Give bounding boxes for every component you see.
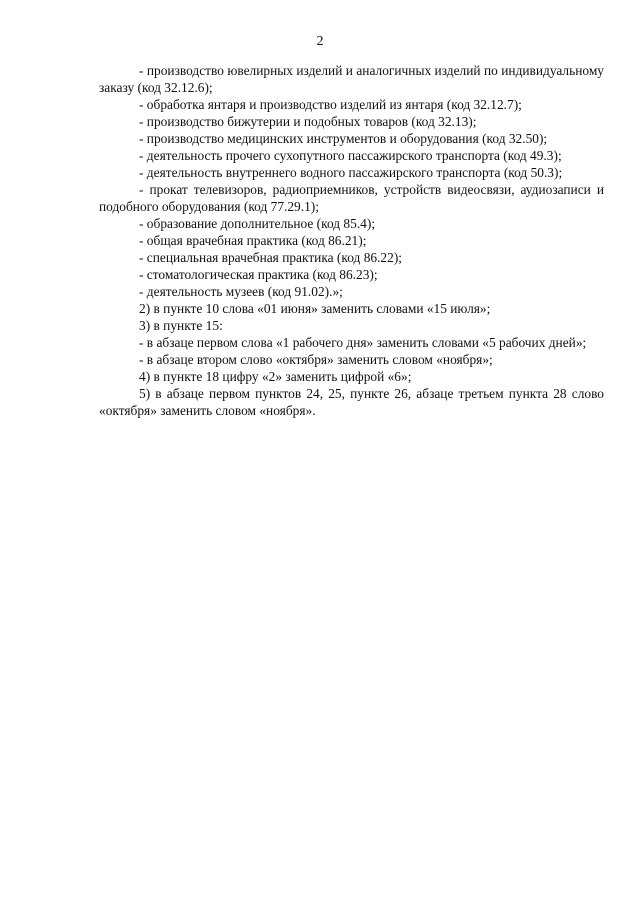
page-number: 2 xyxy=(316,34,324,49)
paragraph: - в абзаце первом слова «1 рабочего дня» заменить словами «5 рабочих дней»; xyxy=(139,335,587,350)
paragraph: - образование дополнительное (код 85.4); xyxy=(139,216,376,231)
paragraph: - производство медицинских инструментов и оборудования (код 32.50); xyxy=(139,131,548,146)
paragraph: - общая врачебная практика (код 86.21); xyxy=(139,233,367,248)
paragraph: 5) в абзаце первом пунктов 24, 25, пункте 26, абзаце третьем пункта 28 слово «октября» заменить словом «ноября». xyxy=(99,386,604,418)
paragraph: - деятельность прочего сухопутного пассажирского транспорта (код 49.3); xyxy=(139,148,562,163)
paragraph: 3) в пункте 15: xyxy=(139,318,223,333)
paragraph: - в абзаце втором слово «октября» заменить словом «ноября»; xyxy=(139,352,493,367)
paragraph: - деятельность внутреннего водного пассажирского транспорта (код 50.3); xyxy=(139,165,563,180)
paragraph: - специальная врачебная практика (код 86.22); xyxy=(139,250,402,265)
paragraph: - стоматологическая практика (код 86.23); xyxy=(139,267,378,282)
document-body xyxy=(99,62,604,419)
paragraph: - деятельность музеев (код 91.02).»; xyxy=(139,284,343,299)
paragraph: - производство ювелирных изделий и аналогичных изделий по индивидуальному заказу (код 32.12.6); xyxy=(99,63,604,95)
paragraph: - производство бижутерии и подобных товаров (код 32.13); xyxy=(139,114,477,129)
paragraph: - обработка янтаря и производство изделий из янтаря (код 32.12.7); xyxy=(139,97,522,112)
paragraph: - прокат телевизоров, радиоприемников, устройств видеосвязи, аудиозаписи и подобного оборудования (код 77.29.1); xyxy=(99,182,604,214)
paragraph: 2) в пункте 10 слова «01 июня» заменить словами «15 июля»; xyxy=(139,301,491,316)
paragraph: 4) в пункте 18 цифру «2» заменить цифрой «6»; xyxy=(139,369,412,384)
